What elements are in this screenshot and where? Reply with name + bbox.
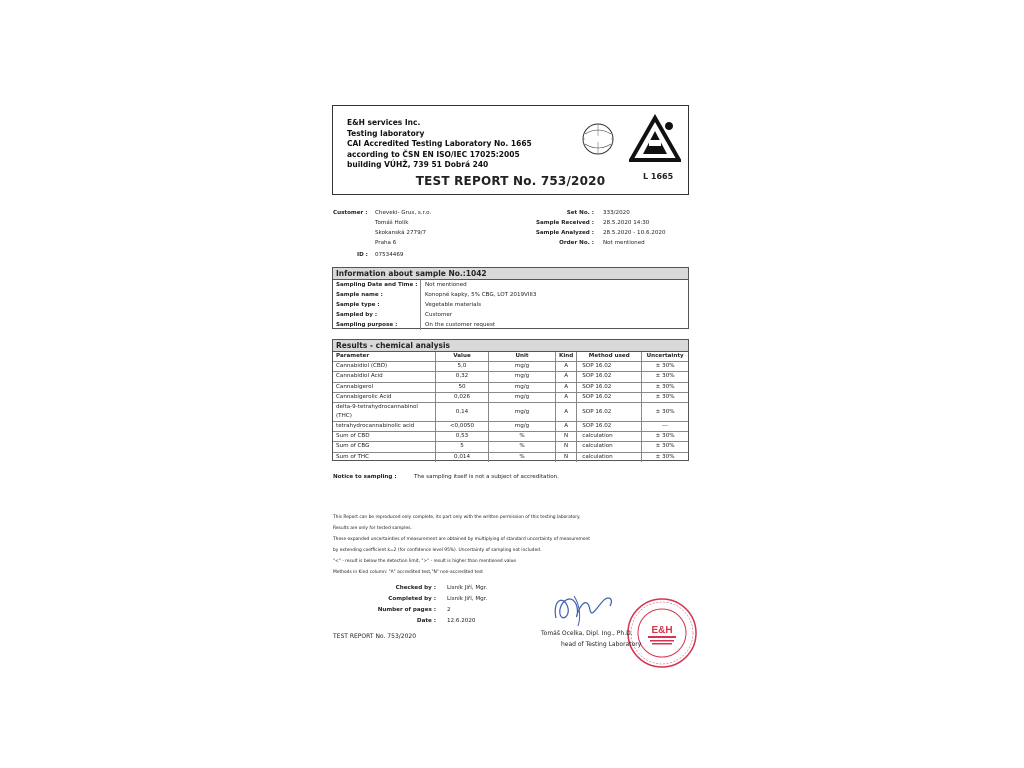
footnote: by extending coefficient k=2 (for confidence level 95%). Uncertainty of sampling not included.: [333, 548, 542, 553]
result-parameter: Sum of CBG: [333, 442, 436, 452]
result-uncertainty: ± 30%: [642, 452, 688, 462]
lab-name: E&H services Inc.: [347, 118, 421, 127]
number-of-pages: 2: [447, 607, 451, 613]
result-method: calculation: [577, 432, 642, 442]
cai-logo: [629, 114, 681, 172]
result-unit: mg/g: [489, 362, 556, 372]
row-value: On the customer request: [420, 320, 688, 330]
set-no-label: Set No. :: [566, 210, 594, 216]
sample-info-row: [333, 310, 688, 320]
ilac-mra-logo: [581, 122, 615, 156]
sample-info-row: [333, 290, 688, 300]
set-no: 333/2020: [603, 210, 630, 216]
result-parameter: Cannabidiol Acid: [333, 372, 436, 382]
result-parameter: tetrahydrocannabinolic acid: [333, 422, 436, 432]
customer-contact: Tomáš Holík: [375, 220, 409, 226]
col-value: Value: [436, 352, 489, 362]
col-method: Method used: [577, 352, 642, 362]
cai-number: L 1665: [643, 172, 674, 181]
result-parameter: Sum of CBD: [333, 432, 436, 442]
sample-info-row: [333, 320, 688, 330]
sample-info-title: Information about sample No.:1042: [333, 268, 688, 280]
results-grid: [333, 352, 688, 462]
result-row: [333, 362, 688, 372]
result-row: [333, 452, 688, 462]
result-uncertainty: ± 30%: [642, 372, 688, 382]
result-method: SOP 16.02: [577, 392, 642, 402]
footnote: Methods in Kind column: "A" accredited test,"N" non-accredited test: [333, 570, 483, 575]
customer-street: Skokanská 2779/7: [375, 230, 427, 236]
result-value: 0,53: [436, 432, 489, 442]
result-unit: mg/g: [489, 422, 556, 432]
footnote: These expanded uncertainties of measurement are obtained by multiplying of standard uncertainty of measurement: [333, 537, 591, 542]
result-uncertainty: ± 30%: [642, 382, 688, 392]
result-row: [333, 422, 688, 432]
result-value: 0,32: [436, 372, 489, 382]
result-uncertainty: ± 30%: [642, 432, 688, 442]
received-label: Sample Received :: [535, 220, 594, 226]
row-value: Vegetable materials: [420, 300, 688, 310]
customer-city: Praha 6: [375, 240, 397, 246]
result-unit: mg/g: [489, 372, 556, 382]
result-value: <0,0050: [436, 422, 489, 432]
result-unit: mg/g: [489, 392, 556, 402]
order-no-label: Order No. :: [559, 240, 594, 246]
sample-info-table: [332, 267, 689, 329]
row-label: Sampling Date and Time :: [336, 282, 418, 288]
notice-label: Notice to sampling :: [333, 474, 397, 480]
row-label: Sample type :: [336, 302, 380, 308]
lab-building: building VÚHŽ, 739 51 Dobrá 240: [347, 160, 489, 169]
result-unit: %: [489, 452, 556, 462]
result-parameter: delta-9-tetrahydrocannabinol (THC): [333, 403, 436, 422]
result-kind: A: [556, 372, 577, 382]
result-value: 0,026: [436, 392, 489, 402]
sample-received: 28.5.2020 14:30: [603, 220, 650, 226]
pages-label: Number of pages :: [377, 607, 436, 613]
result-method: SOP 16.02: [577, 382, 642, 392]
notice-text: The sampling itself is not a subject of accreditation.: [414, 474, 559, 480]
signatory-role: head of Testing Laboratory: [561, 641, 642, 648]
lab-type: Testing laboratory: [347, 128, 425, 138]
result-parameter: Cannabigerolic Acid: [333, 392, 436, 402]
analyzed-label: Sample Analyzed :: [535, 230, 594, 236]
col-kind: Kind: [556, 352, 577, 362]
row-value: Customer: [420, 310, 688, 320]
result-parameter: Cannabidiol (CBD): [333, 362, 436, 372]
result-row: [333, 382, 688, 392]
result-row: [333, 442, 688, 452]
result-method: calculation: [577, 442, 642, 452]
results-header-row: [333, 352, 688, 362]
result-uncertainty: ± 30%: [642, 362, 688, 372]
lab-accreditation: CAI Accredited Testing Laboratory No. 1665: [347, 139, 532, 148]
result-method: SOP 16.02: [577, 422, 642, 432]
result-unit: mg/g: [489, 403, 556, 422]
results-title: Results - chemical analysis: [333, 340, 688, 352]
result-row: [333, 392, 688, 402]
completed-by: Lisník Jiří, Mgr.: [447, 596, 488, 602]
report-header: [332, 105, 689, 195]
row-value: Not mentioned: [420, 280, 688, 290]
result-parameter: Sum of THC: [336, 453, 370, 460]
result-kind: A: [556, 382, 577, 392]
customer-id-label: ID :: [357, 252, 368, 258]
footnote: "<" - result is below the detection limit, ">" - result is higher than mentioned value: [333, 559, 517, 564]
result-value: 50: [436, 382, 489, 392]
result-row: [333, 372, 688, 382]
result-uncertainty: ---: [642, 422, 688, 432]
sample-analyzed: 28.5.2020 - 10.6.2020: [603, 230, 666, 236]
row-label: Sampled by :: [336, 312, 378, 318]
result-kind: N: [556, 442, 577, 452]
result-uncertainty: ± 30%: [642, 403, 688, 422]
results-table: [332, 339, 689, 461]
signatory-name: Tomáš Ocelka, Dipl. Ing., Ph.D.: [541, 630, 633, 637]
result-row: [333, 432, 688, 442]
completed-label: Completed by :: [388, 596, 436, 602]
result-unit: mg/g: [489, 382, 556, 392]
result-parameter: Cannabigerol: [333, 382, 436, 392]
result-uncertainty: ± 30%: [642, 392, 688, 402]
report-date: 12.6.2020: [447, 618, 476, 624]
sample-info-row: [333, 300, 688, 310]
result-kind: A: [556, 403, 577, 422]
report-title: TEST REPORT No. 753/2020: [415, 174, 606, 188]
result-row: [333, 403, 688, 422]
lab-address: [347, 118, 532, 171]
result-kind: N: [556, 432, 577, 442]
col-unit: Unit: [489, 352, 556, 362]
order-no: Not mentioned: [603, 240, 645, 246]
svg-text:E&H: E&H: [651, 625, 673, 636]
customer-label: Customer :: [333, 210, 368, 216]
result-value: 0,14: [436, 403, 489, 422]
lab-standard: according to ČSN EN ISO/IEC 17025:2005: [347, 149, 520, 159]
handwritten-signature: [548, 588, 620, 630]
customer-name: Cheveki- Grus, s.r.o.: [375, 210, 432, 216]
result-kind: A: [556, 422, 577, 432]
result-unit: %: [489, 442, 556, 452]
result-kind: A: [556, 392, 577, 402]
col-parameter: Parameter: [333, 352, 436, 362]
customer-id: 07534469: [375, 252, 404, 258]
footer-report-number: TEST REPORT No. 753/2020: [333, 633, 417, 640]
result-value: 5,0: [436, 362, 489, 372]
result-value: 0,014: [436, 452, 489, 462]
result-uncertainty: ± 30%: [642, 442, 688, 452]
result-method: SOP 16.02: [577, 372, 642, 382]
result-kind: A: [556, 362, 577, 372]
result-method: calculation: [577, 452, 642, 462]
checked-by: Lisník Jiří, Mgr.: [447, 585, 488, 591]
result-kind: N: [556, 452, 577, 462]
checked-label: Checked by :: [395, 585, 436, 591]
date-label: Date :: [416, 618, 436, 624]
row-label: Sampling purpose :: [336, 322, 398, 328]
sample-info-row: [333, 280, 688, 290]
footnote: This Report can be reproduced only complete, its part only with the written permission of this testing laboratory.: [333, 515, 581, 520]
result-method: SOP 16.02: [577, 403, 642, 422]
results-body: [333, 362, 688, 462]
footnote: Results are only for tested samples.: [333, 526, 412, 531]
row-value: Konopné kapky, 5% CBG, LOT 2019VIII3: [420, 290, 688, 300]
signatory: [541, 628, 641, 650]
row-label: Sample name :: [336, 292, 383, 298]
result-value: 5: [436, 442, 489, 452]
result-method: SOP 16.02: [577, 362, 642, 372]
result-unit: %: [489, 432, 556, 442]
col-uncertainty: Uncertainty: [642, 352, 688, 362]
